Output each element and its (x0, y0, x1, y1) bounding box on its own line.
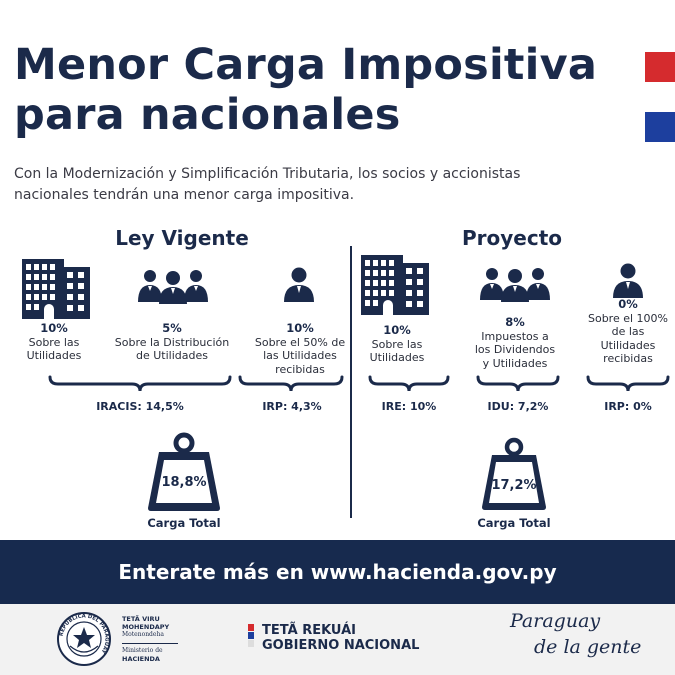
intro-line-1: Con la Modernización y Simplificación Tributaria, los socios y accionistas (14, 166, 521, 182)
tax-iracis: IRACIS: 14,5% (96, 400, 184, 413)
ministry-line-1: TETÃ VIRU (122, 615, 160, 623)
footer (0, 604, 675, 675)
person-icon (283, 266, 315, 302)
ministry-line-3: Motenondeha (122, 631, 164, 638)
building-icon (361, 249, 429, 315)
seal-ring-text: REPÚBLICA DEL PARAGUAY (58, 613, 110, 655)
tax-irp-right: IRP: 0% (604, 400, 652, 413)
tax-irp-left: IRP: 4,3% (262, 400, 322, 413)
right-item-3-pct: 0% (618, 297, 638, 311)
left-item-1-stat (18, 322, 90, 363)
flag-red-square (645, 52, 675, 82)
national-seal-icon (56, 610, 112, 668)
carga-total-label-right: Carga Total (477, 516, 551, 530)
brace-irp-left (238, 375, 344, 393)
heading-proyecto: Proyecto (461, 226, 563, 250)
right-item-2-desc-1: Impuestos a (481, 329, 549, 343)
tax-ire: IRE: 10% (381, 400, 437, 413)
gob-bar-blue (248, 632, 254, 639)
weight-icon-right (480, 437, 548, 511)
right-item-1-pct: 10% (383, 323, 411, 337)
page-title (14, 40, 614, 140)
right-item-3-desc-1: Sobre el 100% (587, 311, 668, 325)
right-item-2-pct: 8% (505, 315, 525, 329)
group-people-icon (479, 266, 551, 302)
right-item-3-desc-4: recibidas (603, 352, 653, 365)
left-item-3-stat (245, 322, 355, 376)
carga-total-value-left: 18,8% (161, 475, 207, 490)
brace-irp-right (586, 375, 670, 393)
left-item-3-pct: 10% (286, 321, 314, 335)
right-item-1-desc-2: Utilidades (369, 351, 425, 364)
left-item-3-desc-1: Sobre el 50% de (254, 335, 346, 349)
left-item-2-pct: 5% (162, 321, 182, 335)
right-item-2-desc-3: y Utilidades (482, 356, 548, 370)
right-item-2-stat (462, 316, 568, 370)
brace-ire (368, 375, 450, 393)
ministry-line-2: MOHENDAPY (122, 623, 170, 631)
paraguay-de-la-gente-logo (502, 608, 652, 660)
person-icon (612, 262, 644, 298)
left-item-1-pct: 10% (40, 321, 68, 335)
left-item-2-stat (110, 322, 234, 363)
carga-total-label-left: Carga Total (147, 516, 221, 530)
website-banner (0, 540, 675, 604)
right-item-3-desc-2: de las (611, 325, 645, 338)
weight-icon-left (145, 432, 223, 512)
gob-bar-red (248, 624, 254, 631)
gobierno-nacional-text (262, 623, 462, 653)
ministry-logo-text (122, 615, 212, 663)
heading-ley-vigente: Ley Vigente (115, 226, 249, 250)
ministry-line-4: Ministerio de (122, 647, 163, 654)
right-item-3-desc-3: Utilidades (600, 338, 656, 352)
left-item-1-desc-2: Utilidades (26, 349, 82, 362)
intro-line-2: nacionales tendrán una menor carga impositiva. (14, 187, 355, 203)
right-item-3-stat (580, 298, 675, 366)
website-banner-text[interactable]: Enterate más en www.hacienda.gov.py (118, 560, 557, 584)
carga-total-value-right: 17,2% (491, 478, 537, 493)
right-item-1-stat (360, 324, 434, 365)
page-title-line-1: Menor Carga Impositiva (14, 40, 598, 90)
building-icon (22, 253, 90, 319)
gob-line-1: TETÃ REKUÁI (262, 623, 356, 638)
left-item-2-desc-1: Sobre la Distribución (114, 335, 230, 349)
tax-idu: IDU: 7,2% (487, 400, 549, 413)
intro-paragraph (14, 164, 574, 206)
brace-iracis (48, 375, 232, 393)
column-divider (350, 246, 352, 518)
brace-idu (476, 375, 560, 393)
ministry-line-5: HACIENDA (122, 654, 160, 663)
slogan-line-1: Paraguay (510, 610, 601, 632)
slogan-line-2: de la gente (534, 636, 642, 658)
left-item-1-desc-1: Sobre las (28, 335, 80, 349)
group-people-icon (137, 268, 209, 304)
gob-bar-white (248, 640, 254, 647)
page-title-line-2: para nacionales (14, 90, 401, 140)
right-item-1-desc-1: Sobre las (371, 337, 423, 351)
left-item-2-desc-2: de Utilidades (136, 349, 208, 362)
flag-blue-square (645, 112, 675, 142)
ministry-separator (122, 643, 178, 644)
gob-line-2: GOBIERNO NACIONAL (262, 638, 420, 653)
left-item-3-desc-2: las Utilidades (263, 349, 337, 362)
right-item-2-desc-2: los Dividendos (474, 343, 556, 356)
left-item-3-desc-3: recibidas (275, 362, 325, 376)
